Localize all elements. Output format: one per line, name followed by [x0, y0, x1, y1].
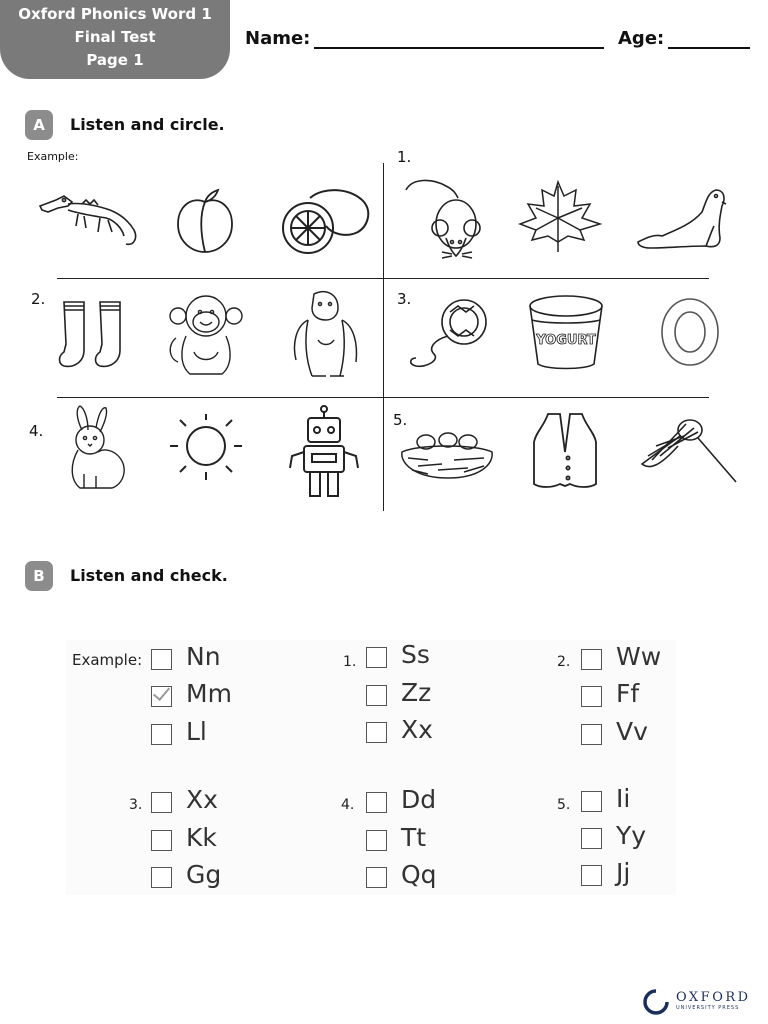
- checkbox[interactable]: [366, 867, 387, 888]
- crocodile-picture[interactable]: [38, 188, 140, 252]
- robot-picture[interactable]: [284, 404, 364, 500]
- checkbox[interactable]: [366, 830, 387, 851]
- section-b-title: Listen and check.: [70, 566, 228, 585]
- option-letters: Vv: [616, 717, 648, 746]
- question-number-2: 2.: [557, 654, 571, 670]
- vest-picture[interactable]: [530, 412, 600, 490]
- logo-text: OXFORD: [676, 990, 751, 1005]
- checkbox-checked[interactable]: [151, 686, 172, 707]
- name-blank[interactable]: [314, 29, 604, 49]
- peach-picture[interactable]: [174, 188, 236, 254]
- section-a-title: Listen and circle.: [70, 115, 225, 134]
- option-letters: Jj: [616, 858, 631, 887]
- row-number-1: 1.: [397, 148, 412, 166]
- net-picture[interactable]: [640, 416, 740, 486]
- checkbox[interactable]: [151, 649, 172, 670]
- option-letters: Tt: [401, 823, 427, 852]
- leaf-picture[interactable]: [518, 178, 604, 254]
- name-field[interactable]: [245, 28, 604, 49]
- age-blank[interactable]: [668, 29, 750, 49]
- option-letters: Xx: [186, 785, 218, 814]
- logo-subtext: UNIVERSITY PRESS: [676, 1005, 740, 1011]
- worksheet-title-tab: [0, 0, 230, 79]
- title-line-1: Oxford Phonics Word 1: [18, 5, 212, 23]
- option-letters: Xx: [401, 715, 433, 744]
- socks-picture[interactable]: [56, 300, 130, 374]
- name-label: Name:: [245, 28, 311, 49]
- row-number-5: 5.: [393, 411, 408, 429]
- row-number-4: 4.: [29, 422, 44, 440]
- letter-o-picture[interactable]: [658, 296, 722, 368]
- yogurt-label: YOGURT: [536, 333, 596, 348]
- question-number-1: 1.: [343, 654, 357, 670]
- checkbox[interactable]: [366, 722, 387, 743]
- check-options-area: [66, 640, 676, 895]
- sun-picture[interactable]: [162, 410, 246, 484]
- option-letters: Nn: [186, 642, 221, 671]
- option-letters: Ii: [616, 784, 631, 813]
- question-number-5: 5.: [557, 797, 571, 813]
- option-letters: Ss: [401, 640, 430, 669]
- mouse-picture[interactable]: [402, 176, 482, 262]
- rabbit-picture[interactable]: [66, 404, 128, 490]
- section-a-badge: A: [25, 110, 53, 140]
- checkbox[interactable]: [581, 865, 602, 886]
- option-letters: Dd: [401, 785, 437, 814]
- option-letters: Mm: [186, 679, 232, 708]
- checkbox[interactable]: [581, 649, 602, 670]
- checkbox[interactable]: [581, 724, 602, 745]
- grid-divider-2: [57, 397, 709, 398]
- yogurt-picture[interactable]: [526, 294, 606, 370]
- checkbox[interactable]: [581, 686, 602, 707]
- checkbox[interactable]: [151, 867, 172, 888]
- age-label: Age:: [618, 28, 665, 49]
- title-line-2: Final Test: [74, 28, 156, 46]
- section-a-example-label: Example:: [27, 150, 79, 163]
- title-line-3: Page 1: [86, 51, 144, 69]
- option-letters: Qq: [401, 860, 437, 889]
- option-letters: Gg: [186, 860, 222, 889]
- grid-divider-1: [57, 278, 709, 279]
- oxford-logo: [642, 988, 760, 1016]
- option-letters: Ll: [186, 717, 207, 746]
- row-number-2: 2.: [31, 290, 46, 308]
- section-b-example-label: Example:: [72, 651, 143, 669]
- nest-picture[interactable]: [398, 430, 496, 484]
- question-number-4: 4.: [341, 797, 355, 813]
- checkbox[interactable]: [366, 685, 387, 706]
- seal-picture[interactable]: [636, 186, 728, 252]
- checkbox[interactable]: [151, 830, 172, 851]
- checkbox[interactable]: [151, 724, 172, 745]
- checkbox[interactable]: [366, 792, 387, 813]
- question-number-3: 3.: [129, 797, 143, 813]
- checkbox[interactable]: [581, 791, 602, 812]
- checkbox[interactable]: [151, 792, 172, 813]
- age-field[interactable]: [618, 28, 750, 49]
- option-letters: Kk: [186, 823, 217, 852]
- option-letters: Ww: [616, 642, 662, 671]
- gorilla-picture[interactable]: [290, 290, 360, 378]
- option-letters: Zz: [401, 678, 432, 707]
- lemon-picture[interactable]: [280, 186, 372, 256]
- option-letters: Yy: [616, 821, 647, 850]
- checkbox[interactable]: [581, 828, 602, 849]
- grid-vertical-divider: [383, 163, 384, 511]
- row-number-3: 3.: [397, 290, 412, 308]
- monkey-picture[interactable]: [164, 292, 248, 378]
- checkbox[interactable]: [366, 647, 387, 668]
- yoyo-picture[interactable]: [404, 296, 494, 376]
- section-b-badge: B: [25, 561, 53, 591]
- oxford-logo-icon: [642, 988, 670, 1016]
- option-letters: Ff: [616, 679, 640, 708]
